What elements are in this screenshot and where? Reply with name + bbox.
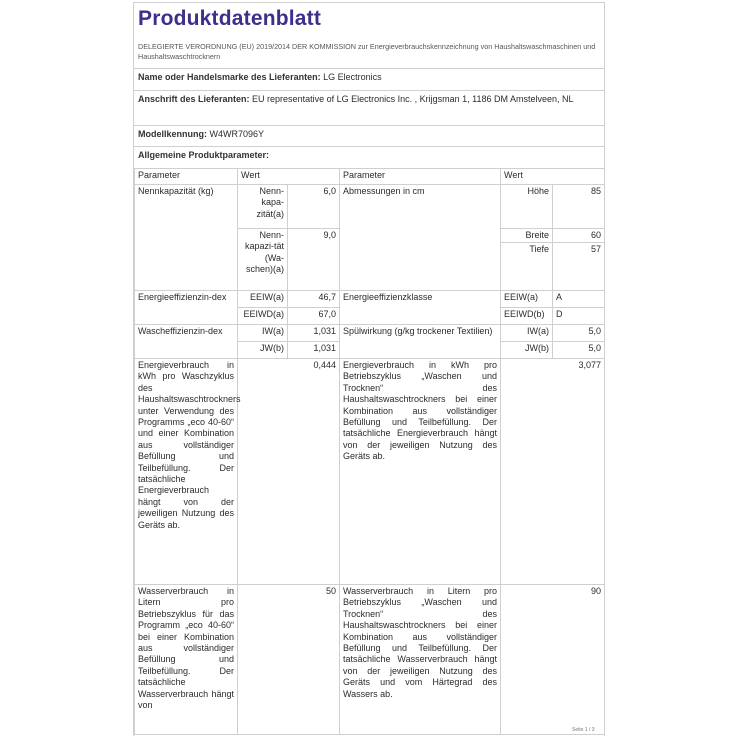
address-row <box>134 90 604 126</box>
width-depth-values <box>553 229 605 291</box>
width-value: 60 <box>553 229 604 243</box>
height-label: Höhe <box>501 185 553 229</box>
table-row <box>135 585 605 735</box>
header-parameter: Parameter <box>340 169 501 185</box>
water-wash-text: Wasserverbrauch in Litern pro Betriebszyklus für das Programm „eco 40-60“ bei einer Kombination aus vollständiger Befüllung und Teilbefüllung. Der tatsächliche Wasserverbrauch hängt von <box>135 585 238 735</box>
capacity-value2: 9,0 <box>288 229 340 291</box>
width-depth-cell <box>501 229 553 291</box>
eei-label: Energieeffizienzin-dex <box>135 291 238 325</box>
table-row <box>135 185 605 229</box>
energy-class-label: Energieeffizienzklasse <box>340 291 501 325</box>
page-number: Seite 1 / 3 <box>572 727 595 733</box>
wash-value1: 1,031 <box>288 325 340 342</box>
water-washdry-text: Wasserverbrauch in Litern pro Betriebszyklus „Waschen und Trocknen“ des Haushaltswaschtrockners bei einer Kombination aus vollständiger Befüllung und Teilbefüllung. Der tatsächliche Wasserverbrauch hängt von der jeweiligen Nutzung des Geräts und vom Härtegrad des Wassers ab. <box>340 585 501 735</box>
table-row <box>135 325 605 342</box>
water-washdry-value: 90 <box>501 585 605 735</box>
table-row <box>135 359 605 585</box>
depth-value: 57 <box>590 244 601 255</box>
height-value: 85 <box>553 185 605 229</box>
address-value: EU representative of LG Electronics Inc. , Krijgsman 1, 1186 DM Amstelveen, NL <box>252 94 574 104</box>
wash-value2: 1,031 <box>288 342 340 359</box>
wash-sub1: IW(a) <box>238 325 288 342</box>
energy-wash-value: 0,444 <box>238 359 340 585</box>
model-row <box>134 125 604 147</box>
table-row <box>135 291 605 308</box>
page-title: Produktdatenblatt <box>138 7 322 30</box>
wash-label: Wascheffizienzin-dex <box>135 325 238 359</box>
water-wash-value: 50 <box>238 585 340 735</box>
energy-wash-text: Energieverbrauch in kWh pro Waschzyklus des Haushaltswaschtrockners unter Verwendung des Programms „eco 40-60“ und einer Kombination aus vollständiger Befüllung und Teilbefüllung. Der tatsächliche Energieverbrauch hängt von der jeweiligen Nutzung des Geräts ab. <box>135 359 238 585</box>
capacity-sub1: Nenn-kapa-zität(a) <box>238 185 288 229</box>
capacity-label: Nennkapazität (kg) <box>135 185 238 291</box>
address-label: Anschrift des Lieferanten: <box>138 94 250 104</box>
rinse-value2: 5,0 <box>553 342 605 359</box>
depth-label: Tiefe <box>529 244 549 255</box>
energy-washdry-value: 3,077 <box>501 359 605 585</box>
model-value: W4WR7096Y <box>209 129 265 139</box>
header-value: Wert <box>238 169 340 185</box>
rinse-sub2: JW(b) <box>501 342 553 359</box>
parameter-table <box>134 168 605 735</box>
eei-sub1: EEIW(a) <box>238 291 288 308</box>
wash-sub2: JW(b) <box>238 342 288 359</box>
class-sub2: EEIWD(b) <box>501 308 553 325</box>
capacity-value1: 6,0 <box>288 185 340 229</box>
class-sub1: EEIW(a) <box>501 291 553 308</box>
general-label: Allgemeine Produktparameter: <box>138 150 270 160</box>
rinse-label: Spülwirkung (g/kg trockener Textilien) <box>340 325 501 359</box>
eei-value1: 46,7 <box>288 291 340 308</box>
table-header-row <box>135 169 605 185</box>
class-value1: A <box>553 291 605 308</box>
general-row <box>134 146 604 169</box>
supplier-value: LG Electronics <box>323 72 382 82</box>
supplier-row <box>134 68 604 91</box>
capacity-sub2: Nenn-kapazi-tät (Wa-schen)(a) <box>238 229 288 291</box>
model-label: Modellkennung: <box>138 129 207 139</box>
dimensions-label: Abmessungen in cm <box>340 185 501 291</box>
width-label: Breite <box>501 229 552 243</box>
rinse-sub1: IW(a) <box>501 325 553 342</box>
eei-value2: 67,0 <box>288 308 340 325</box>
class-value2: D <box>553 308 605 325</box>
supplier-label: Name oder Handelsmarke des Lieferanten: <box>138 72 321 82</box>
energy-washdry-text: Energieverbrauch in kWh pro Betriebszyklus „Waschen und Trocknen“ des Haushaltswaschtrockners bei einer Kombination aus vollständiger Befüllung und Teilbefüllung. Der tatsächliche Energieverbrauch hängt von der jeweiligen Nutzung des Geräts ab. <box>340 359 501 585</box>
eei-sub2: EEIWD(a) <box>238 308 288 325</box>
rinse-value1: 5,0 <box>553 325 605 342</box>
header-value: Wert <box>501 169 605 185</box>
header-parameter: Parameter <box>135 169 238 185</box>
regulation-text: DELEGIERTE VERORDNUNG (EU) 2019/2014 DER KOMMISSION zur Energieverbrauchskennzeichnung von Haushaltswaschmaschinen und Haushaltswaschtrocknern <box>138 42 596 61</box>
datasheet-page <box>133 2 605 736</box>
